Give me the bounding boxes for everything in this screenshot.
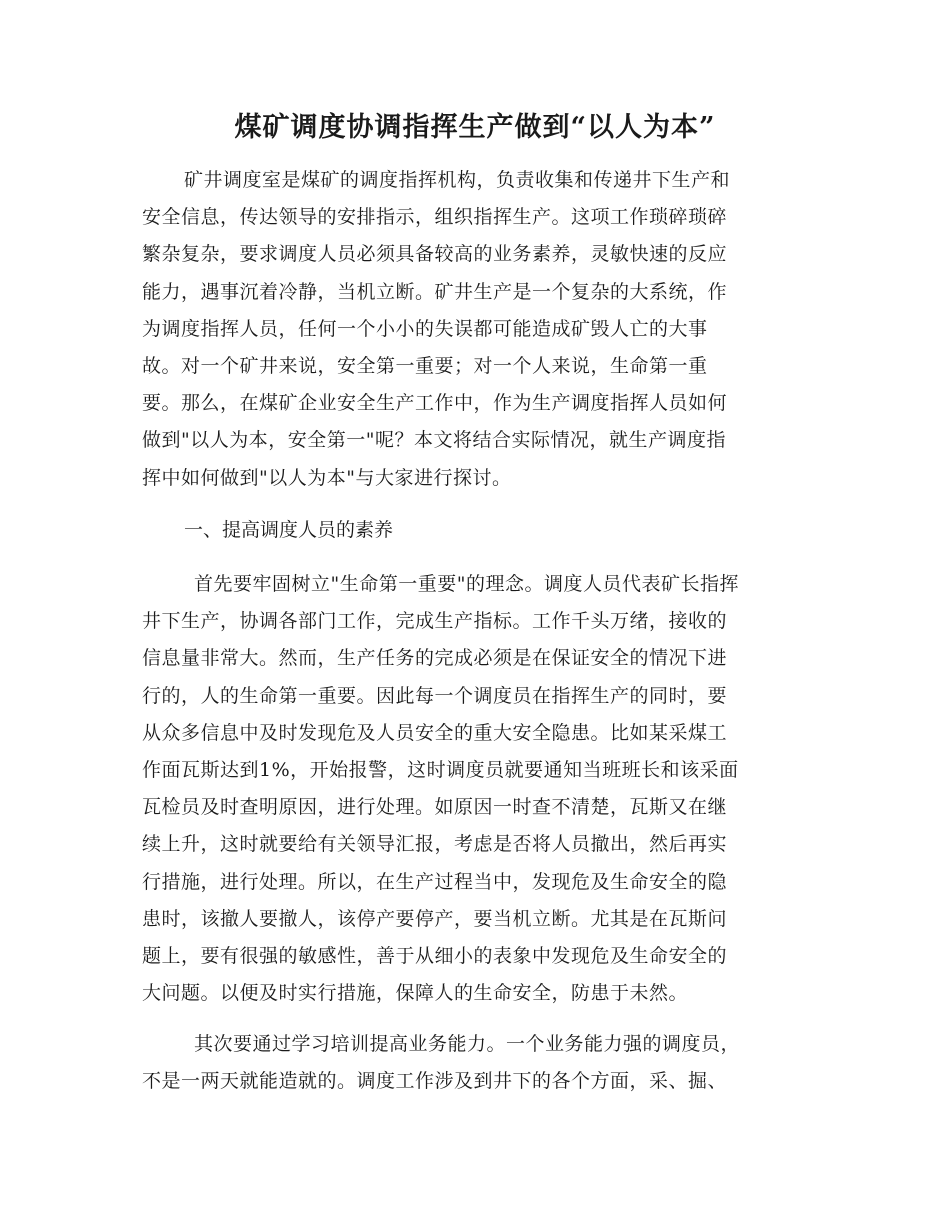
paragraph-line: 挥中如何做到"以人为本"与大家进行探讨。: [142, 466, 512, 489]
paragraph-line: 行的，人的生命第一重要。因此每一个调度员在指挥生产的同时，要: [142, 684, 728, 707]
document-title: 煤矿调度协调指挥生产做到“以人为本”: [234, 112, 716, 143]
paragraph-line: 题上，要有很强的敏感性，善于从细小的表象中发现危及生命安全的: [142, 945, 728, 968]
paragraph-line: 不是一两天就能造就的。调度工作涉及到井下的各个方面，采、掘、: [142, 1070, 728, 1093]
section-paragraph-2: [142, 1026, 814, 1100]
paragraph-line: 续上升，这时就要给有关领导汇报，考虑是否将人员撤出，然后再实: [142, 833, 728, 856]
paragraph-line: 矿井调度室是煤矿的调度指挥机构，负责收集和传递井下生产和: [184, 169, 731, 191]
paragraph-line: 为调度指挥人员，任何一个小小的失误都可能造成矿毁人亡的大事: [142, 317, 708, 340]
paragraph-line: 作面瓦斯达到1%，开始报警，这时调度员就要通知当班班长和该采面: [142, 759, 739, 782]
paragraph-line: 患时，该撤人要撤人，该停产要停产，要当机立断。尤其是在瓦斯问: [142, 907, 728, 930]
paragraph-line: 要。那么，在煤矿企业安全生产工作中，作为生产调度指挥人员如何: [142, 392, 728, 415]
paragraph-line: 其次要通过学习培训提高业务能力。一个业务能力强的调度员，: [194, 1033, 741, 1055]
paragraph-line: 大问题。以便及时实行措施，保障人的生命安全，防患于未然。: [142, 982, 689, 1005]
paragraph-line: 瓦检员及时查明原因，进行处理。如原因一时查不清楚，瓦斯又在继: [142, 796, 728, 819]
paragraph-line: 井下生产，协调各部门工作，完成生产指标。工作千头万绪，接收的: [142, 610, 728, 633]
paragraph-line: 能力，遇事沉着冷静，当机立断。矿井生产是一个复杂的大系统，作: [142, 280, 728, 303]
paragraph-line: 信息量非常大。然而，生产任务的完成必须是在保证安全的情况下进: [142, 647, 728, 670]
paragraph-line: 繁杂复杂，要求调度人员必须具备较高的业务素养，灵敏快速的反应: [142, 243, 728, 266]
paragraph-line: 做到"以人为本，安全第一"呢？本文将结合实际情况，就生产调度指: [142, 429, 726, 452]
paragraph-line: 行措施，进行处理。所以，在生产过程当中，发现危及生命安全的隐: [142, 870, 728, 893]
paragraph-line: 故。对一个矿井来说，安全第一重要；对一个人来说，生命第一重: [142, 355, 708, 378]
intro-paragraph: [142, 162, 814, 497]
paragraph-line: 安全信息，传达领导的安排指示，组织指挥生产。这项工作琐碎琐碎: [142, 206, 728, 229]
section-heading: 一、提高调度人员的素养: [184, 519, 394, 541]
section-paragraph-1: [142, 566, 814, 1012]
paragraph-line: 首先要牢固树立"生命第一重要"的理念。调度人员代表矿长指挥: [194, 573, 739, 595]
paragraph-line: 从众多信息中及时发现危及人员安全的重大安全隐患。比如某采煤工: [142, 721, 728, 744]
